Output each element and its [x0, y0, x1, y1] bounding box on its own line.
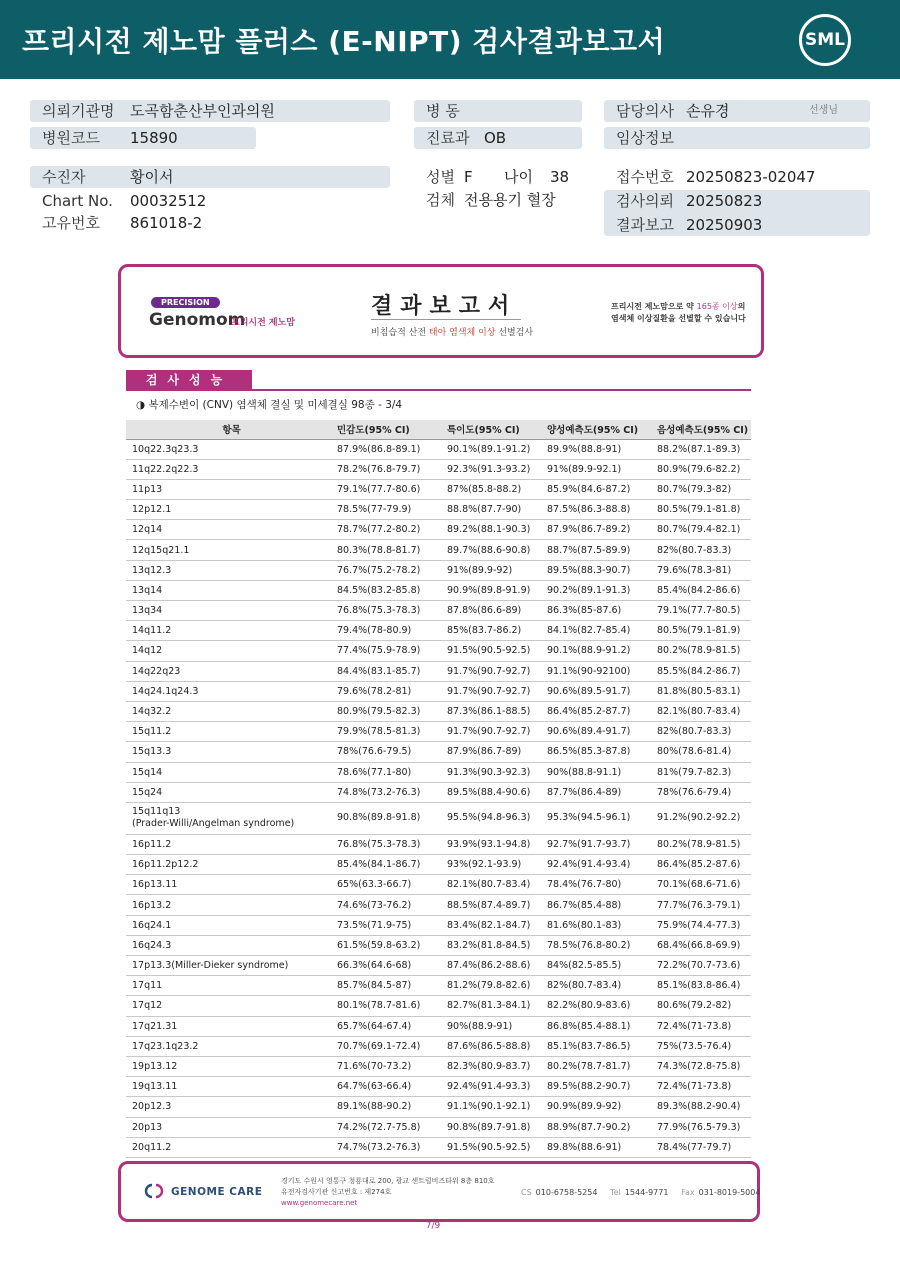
- row-value-cell: 90.2%(89.1-91.3): [541, 580, 651, 600]
- row-value-cell: 92.4%(91.4-93.3): [441, 1077, 541, 1097]
- row-value-cell: 82.2%(80.9-83.6): [541, 996, 651, 1016]
- row-value-cell: 79.1%(77.7-80.5): [651, 601, 751, 621]
- row-value-cell: 80.2%(78.9-81.5): [651, 834, 751, 854]
- row-value-cell: 78.5%(77-79.9): [331, 500, 441, 520]
- row-value-cell: 90%(88.8-91.1): [541, 762, 651, 782]
- row-value-cell: 70.1%(68.6-71.6): [651, 875, 751, 895]
- report-title-rule: [371, 319, 521, 320]
- dept-field: [414, 127, 582, 149]
- row-value-cell: 78%(76.6-79.5): [331, 742, 441, 762]
- row-item-cell: 12q15q21.1: [126, 540, 331, 560]
- row-item-cell: 15q13.3: [126, 742, 331, 762]
- row-value-cell: 75%(73.5-76.4): [651, 1036, 751, 1056]
- report-date-value: 20250903: [686, 216, 763, 234]
- table-row: [126, 1097, 751, 1117]
- row-value-cell: 90.1%(89.1-91.2): [441, 439, 541, 459]
- doctor-value: 손유경: [686, 102, 730, 120]
- row-item-cell: 19p13.12: [126, 1056, 331, 1076]
- row-item-cell: 17q21.31: [126, 1016, 331, 1036]
- report-date-label: 결과보고: [616, 216, 674, 234]
- row-value-cell: 87.5%(86.3-88.8): [541, 500, 651, 520]
- row-value-cell: 84.4%(83.1-85.7): [331, 661, 441, 681]
- dept-value: OB: [484, 129, 507, 147]
- row-item-cell: 16p11.2p12.2: [126, 855, 331, 875]
- row-value-cell: 93%(92.1-93.9): [441, 855, 541, 875]
- row-value-cell: 78.2%(76.8-79.7): [331, 459, 441, 479]
- row-item-cell: 15q24: [126, 782, 331, 802]
- row-item-cell: 20q11.2: [126, 1137, 331, 1157]
- row-item-cell: 10q22.3q23.3: [126, 439, 331, 459]
- row-value-cell: 74.2%(72.7-75.8): [331, 1117, 441, 1137]
- row-value-cell: 85.9%(84.6-87.2): [541, 479, 651, 499]
- row-item-cell: 14q11.2: [126, 621, 331, 641]
- row-value-cell: 83.2%(81.8-84.5): [441, 935, 541, 955]
- row-value-cell: 79.1%(77.7-80.6): [331, 479, 441, 499]
- precision-badge: PRECISION: [151, 297, 220, 308]
- hospital-code-field: [30, 127, 256, 149]
- requesting-org-field: [30, 100, 390, 122]
- row-item-cell: 12p12.1: [126, 500, 331, 520]
- row-value-cell: 82.1%(80.7-83.4): [441, 875, 541, 895]
- row-value-cell: 61.5%(59.8-63.2): [331, 935, 441, 955]
- row-value-cell: 92.3%(91.3-93.2): [441, 459, 541, 479]
- row-item-cell: 15q14: [126, 762, 331, 782]
- row-item-cell: 12q14: [126, 520, 331, 540]
- sml-logo-text: SML: [805, 30, 845, 50]
- row-value-cell: 81.2%(79.8-82.6): [441, 976, 541, 996]
- row-value-cell: 87%(85.8-88.2): [441, 479, 541, 499]
- table-row: [126, 976, 751, 996]
- row-item-cell: 16q24.3: [126, 935, 331, 955]
- row-value-cell: 85.7%(84.5-87): [331, 976, 441, 996]
- doctor-suffix: 선생님: [809, 105, 838, 116]
- row-value-cell: 68.4%(66.8-69.9): [651, 935, 751, 955]
- row-value-cell: 78.4%(76.7-80): [541, 875, 651, 895]
- receipt-no-label: 접수번호: [616, 168, 674, 186]
- row-item-cell: 13q34: [126, 601, 331, 621]
- receipt-no-field: [604, 166, 870, 188]
- row-value-cell: 72.4%(71-73.8): [651, 1077, 751, 1097]
- sml-logo: [799, 14, 851, 66]
- table-row: [126, 722, 751, 742]
- footer-address: 경기도 수원시 영통구 청룡대로 200, 광교 센트럴비즈타워 8층 810호 유전자검사기관 신고번호 : 제274호 www.genomecare.net: [281, 1177, 495, 1207]
- row-value-cell: 84.5%(83.2-85.8): [331, 580, 441, 600]
- page-number: 7/9: [425, 1221, 441, 1231]
- row-value-cell: 74.7%(73.2-76.3): [331, 1137, 441, 1157]
- row-value-cell: 79.4%(78-80.9): [331, 621, 441, 641]
- row-value-cell: 87.4%(86.2-88.6): [441, 956, 541, 976]
- title-banner: [0, 0, 900, 79]
- table-row: [126, 621, 751, 641]
- row-value-cell: 88.8%(87.7-90): [441, 500, 541, 520]
- genome-care-name: GENOME CARE: [171, 1186, 263, 1198]
- row-value-cell: 90.8%(89.7-91.8): [441, 1117, 541, 1137]
- table-row: [126, 459, 751, 479]
- row-value-cell: 87.6%(86.5-88.8): [441, 1036, 541, 1056]
- specimen-value: 전용용기 혈장: [464, 191, 556, 209]
- table-row: [126, 855, 751, 875]
- row-value-cell: 80.9%(79.6-82.2): [651, 459, 751, 479]
- table-body: [126, 439, 751, 1157]
- table-row: [126, 956, 751, 976]
- row-value-cell: 91.1%(90-92100): [541, 661, 651, 681]
- table-row: [126, 782, 751, 802]
- row-item-cell: 16q24.1: [126, 915, 331, 935]
- row-value-cell: 88.2%(87.1-89.3): [651, 439, 751, 459]
- table-header-cell: 민감도(95% CI): [331, 420, 441, 439]
- row-value-cell: 85%(83.7-86.2): [441, 621, 541, 641]
- row-value-cell: 80.6%(79.2-82): [651, 996, 751, 1016]
- row-value-cell: 80.3%(78.8-81.7): [331, 540, 441, 560]
- sex-value: F: [464, 168, 473, 186]
- row-value-cell: 89.5%(88.3-90.7): [541, 560, 651, 580]
- row-item-cell: 16p11.2: [126, 834, 331, 854]
- row-value-cell: 80.1%(78.7-81.6): [331, 996, 441, 1016]
- row-item-cell: 20p13: [126, 1117, 331, 1137]
- genome-care-logo-icon: [143, 1183, 165, 1199]
- row-value-cell: 87.9%(86.7-89.2): [541, 520, 651, 540]
- row-value-cell: 88.7%(87.5-89.9): [541, 540, 651, 560]
- table-row: [126, 875, 751, 895]
- row-value-cell: 78.4%(77-79.7): [651, 1137, 751, 1157]
- unique-no-label: 고유번호: [42, 214, 100, 232]
- ward-label: 병 동: [426, 102, 460, 120]
- chart-no-value: 00032512: [130, 192, 207, 210]
- row-value-cell: 79.6%(78.2-81): [331, 681, 441, 701]
- report-note: 프리시전 제노맘으로 약 165종 이상의 염색체 이상질환을 선별할 수 있습니다: [611, 302, 746, 323]
- doctor-field: [604, 100, 870, 122]
- row-value-cell: 65.7%(64-67.4): [331, 1016, 441, 1036]
- patient-field: [30, 166, 390, 188]
- table-row: [126, 762, 751, 782]
- row-item-cell: 11p13: [126, 479, 331, 499]
- specimen-field: [414, 189, 594, 211]
- row-value-cell: 86.8%(85.4-88.1): [541, 1016, 651, 1036]
- row-value-cell: 91.5%(90.5-92.5): [441, 641, 541, 661]
- row-value-cell: 91%(89.9-92.1): [541, 459, 651, 479]
- clinical-info-label: 임상정보: [616, 129, 674, 147]
- row-value-cell: 91.7%(90.7-92.7): [441, 722, 541, 742]
- table-row: [126, 1077, 751, 1097]
- row-value-cell: 85.1%(83.7-86.5): [541, 1036, 651, 1056]
- row-value-cell: 91.7%(90.7-92.7): [441, 681, 541, 701]
- row-value-cell: 86.4%(85.2-87.6): [651, 855, 751, 875]
- row-value-cell: 91.2%(90.2-92.2): [651, 802, 751, 834]
- row-item-cell: 19q13.11: [126, 1077, 331, 1097]
- row-value-cell: 89.9%(88.8-91): [541, 439, 651, 459]
- table-row: [126, 895, 751, 915]
- row-value-cell: 82%(80.7-83.4): [541, 976, 651, 996]
- report-subtitle: 비침습적 산전 태아 염색체 이상 선별검사: [371, 328, 534, 338]
- row-item-cell: 14q32.2: [126, 701, 331, 721]
- row-value-cell: 86.3%(85-87.6): [541, 601, 651, 621]
- row-value-cell: 82%(80.7-83.3): [651, 540, 751, 560]
- row-item-cell: 13q14: [126, 580, 331, 600]
- row-value-cell: 85.1%(83.8-86.4): [651, 976, 751, 996]
- ward-field: [414, 100, 582, 122]
- table-row: [126, 479, 751, 499]
- row-item-cell: 14q12: [126, 641, 331, 661]
- row-value-cell: 76.8%(75.3-78.3): [331, 834, 441, 854]
- row-value-cell: 84%(82.5-85.5): [541, 956, 651, 976]
- receipt-no-value: 20250823-02047: [686, 168, 816, 186]
- row-value-cell: 82.1%(80.7-83.4): [651, 701, 751, 721]
- row-value-cell: 72.4%(71-73.8): [651, 1016, 751, 1036]
- page-title: 프리시전 제노맘 플러스 (E-NIPT) 검사결과보고서: [22, 25, 666, 58]
- report-header-box: [118, 264, 764, 358]
- row-value-cell: 80.5%(79.1-81.8): [651, 500, 751, 520]
- row-value-cell: 76.8%(75.3-78.3): [331, 601, 441, 621]
- table-header-cell: 양성예측도(95% CI): [541, 420, 651, 439]
- table-row: [126, 661, 751, 681]
- row-value-cell: 82%(80.7-83.3): [651, 722, 751, 742]
- row-item-cell: 14q24.1q24.3: [126, 681, 331, 701]
- row-value-cell: 87.9%(86.8-89.1): [331, 439, 441, 459]
- genomom-brand: Genomom: [149, 310, 246, 330]
- table-row: [126, 1137, 751, 1157]
- row-value-cell: 77.9%(76.5-79.3): [651, 1117, 751, 1137]
- table-row: [126, 1016, 751, 1036]
- row-value-cell: 85.4%(84.2-86.6): [651, 580, 751, 600]
- row-value-cell: 86.4%(85.2-87.7): [541, 701, 651, 721]
- age-label: 나이: [504, 168, 533, 186]
- row-value-cell: 90%(88.9-91): [441, 1016, 541, 1036]
- table-row: [126, 1036, 751, 1056]
- row-value-cell: 90.6%(89.5-91.7): [541, 681, 651, 701]
- dept-label: 진료과: [426, 129, 470, 147]
- table-row: [126, 996, 751, 1016]
- row-item-cell: 13q12.3: [126, 560, 331, 580]
- row-value-cell: 90.9%(89.8-91.9): [441, 580, 541, 600]
- row-item-subtitle: (Prader-Willi/Angelman syndrome): [132, 818, 295, 830]
- row-value-cell: 65%(63.3-66.7): [331, 875, 441, 895]
- hospital-code-value: 15890: [130, 129, 178, 147]
- row-value-cell: 75.9%(74.4-77.3): [651, 915, 751, 935]
- table-row: [126, 802, 751, 834]
- section-subtitle: ◑ 복제수변이 (CNV) 염색체 결실 및 미세결실 98종 - 3/4: [136, 399, 403, 411]
- row-value-cell: 85.4%(84.1-86.7): [331, 855, 441, 875]
- patient-value: 황이서: [130, 168, 174, 186]
- table-row: [126, 1056, 751, 1076]
- sex-label: 성별: [426, 168, 455, 186]
- row-item-cell: 17q23.1q23.2: [126, 1036, 331, 1056]
- row-value-cell: 81.6%(80.1-83): [541, 915, 651, 935]
- table-row: [126, 681, 751, 701]
- row-value-cell: 88.9%(87.7-90.2): [541, 1117, 651, 1137]
- clinical-info-field: [604, 127, 870, 149]
- requesting-org-value: 도곡함춘산부인과의원: [130, 102, 275, 120]
- row-value-cell: 95.3%(94.5-96.1): [541, 802, 651, 834]
- row-value-cell: 71.6%(70-73.2): [331, 1056, 441, 1076]
- row-value-cell: 92.7%(91.7-93.7): [541, 834, 651, 854]
- report-title: 결과보고서: [371, 294, 518, 319]
- row-value-cell: 89.5%(88.2-90.7): [541, 1077, 651, 1097]
- row-value-cell: 82.3%(80.9-83.7): [441, 1056, 541, 1076]
- row-value-cell: 93.9%(93.1-94.8): [441, 834, 541, 854]
- row-value-cell: 77.4%(75.9-78.9): [331, 641, 441, 661]
- row-value-cell: 79.9%(78.5-81.3): [331, 722, 441, 742]
- row-value-cell: 87.7%(86.4-89): [541, 782, 651, 802]
- table-header-cell: 항목: [126, 420, 331, 439]
- table-header-cell: 음성예측도(95% CI): [651, 420, 751, 439]
- row-value-cell: 90.8%(89.8-91.8): [331, 802, 441, 834]
- patient-label: 수진자: [42, 168, 86, 186]
- table-row: [126, 1117, 751, 1137]
- row-item-cell: 11q22.2q22.3: [126, 459, 331, 479]
- hospital-code-label: 병원코드: [42, 129, 100, 147]
- row-item-cell: 15q11.2: [126, 722, 331, 742]
- row-value-cell: 83.4%(82.1-84.7): [441, 915, 541, 935]
- row-value-cell: 90.1%(88.9-91.2): [541, 641, 651, 661]
- row-value-cell: 91.3%(90.3-92.3): [441, 762, 541, 782]
- footer-website[interactable]: www.genomecare.net: [281, 1199, 358, 1207]
- row-value-cell: 81.8%(80.5-83.1): [651, 681, 751, 701]
- row-value-cell: 72.2%(70.7-73.6): [651, 956, 751, 976]
- row-value-cell: 74.6%(73-76.2): [331, 895, 441, 915]
- row-item-cell: 15q11q13 (Prader-Willi/Angelman syndrome): [126, 802, 331, 834]
- row-item-cell: 16p13.2: [126, 895, 331, 915]
- footer-box: [118, 1161, 760, 1222]
- row-value-cell: 74.3%(72.8-75.8): [651, 1056, 751, 1076]
- row-value-cell: 79.6%(78.3-81): [651, 560, 751, 580]
- row-item-cell: 17p13.3(Miller-Dieker syndrome): [126, 956, 331, 976]
- table-row: [126, 520, 751, 540]
- dates-field: [604, 190, 870, 236]
- genomom-brand-sub: 프리시전 제노맘: [231, 318, 295, 328]
- row-value-cell: 87.8%(86.6-89): [441, 601, 541, 621]
- footer-contact: CS 010-6758-5254 Tel 1544-9771 Fax 031-8019-5004: [521, 1188, 761, 1197]
- table-row: [126, 601, 751, 621]
- table-row: [126, 500, 751, 520]
- performance-table: [126, 420, 751, 1158]
- row-value-cell: 80%(78.6-81.4): [651, 742, 751, 762]
- row-item-cell: 14q22q23: [126, 661, 331, 681]
- row-value-cell: 80.7%(79.3-82): [651, 479, 751, 499]
- row-item-cell: 20p12.3: [126, 1097, 331, 1117]
- row-value-cell: 80.2%(78.9-81.5): [651, 641, 751, 661]
- requesting-org-label: 의뢰기관명: [42, 102, 115, 120]
- row-value-cell: 74.8%(73.2-76.3): [331, 782, 441, 802]
- table-row: [126, 935, 751, 955]
- row-value-cell: 91.7%(90.7-92.7): [441, 661, 541, 681]
- unique-no-field: [30, 212, 390, 234]
- specimen-label: 검체: [426, 191, 455, 209]
- row-value-cell: 91.5%(90.5-92.5): [441, 1137, 541, 1157]
- row-value-cell: 73.5%(71.9-75): [331, 915, 441, 935]
- doctor-label: 담당의사: [616, 102, 674, 120]
- row-value-cell: 80.9%(79.5-82.3): [331, 701, 441, 721]
- row-value-cell: 78.5%(76.8-80.2): [541, 935, 651, 955]
- table-header-cell: 특이도(95% CI): [441, 420, 541, 439]
- row-value-cell: 89.1%(88-90.2): [331, 1097, 441, 1117]
- row-value-cell: 84.1%(82.7-85.4): [541, 621, 651, 641]
- table-row: [126, 834, 751, 854]
- row-item-cell: 16p13.11: [126, 875, 331, 895]
- row-value-cell: 77.7%(76.3-79.1): [651, 895, 751, 915]
- section-divider: [126, 389, 751, 391]
- row-value-cell: 85.5%(84.2-86.7): [651, 661, 751, 681]
- row-value-cell: 91%(89.9-92): [441, 560, 541, 580]
- row-value-cell: 82.7%(81.3-84.1): [441, 996, 541, 1016]
- row-value-cell: 95.5%(94.8-96.3): [441, 802, 541, 834]
- row-value-cell: 81%(79.7-82.3): [651, 762, 751, 782]
- row-value-cell: 88.5%(87.4-89.7): [441, 895, 541, 915]
- request-date-value: 20250823: [686, 192, 763, 210]
- chart-no-label: Chart No.: [42, 192, 113, 210]
- row-value-cell: 86.7%(85.4-88): [541, 895, 651, 915]
- row-value-cell: 87.3%(86.1-88.5): [441, 701, 541, 721]
- request-date-label: 검사의뢰: [616, 192, 674, 210]
- table-header-row: [126, 420, 751, 439]
- row-value-cell: 90.6%(89.4-91.7): [541, 722, 651, 742]
- row-value-cell: 89.2%(88.1-90.3): [441, 520, 541, 540]
- table-row: [126, 915, 751, 935]
- row-value-cell: 78%(76.6-79.4): [651, 782, 751, 802]
- row-value-cell: 87.9%(86.7-89): [441, 742, 541, 762]
- row-value-cell: 78.7%(77.2-80.2): [331, 520, 441, 540]
- table-row: [126, 641, 751, 661]
- row-value-cell: 90.9%(89.9-92): [541, 1097, 651, 1117]
- row-value-cell: 76.7%(75.2-78.2): [331, 560, 441, 580]
- row-value-cell: 78.6%(77.1-80): [331, 762, 441, 782]
- row-value-cell: 66.3%(64.6-68): [331, 956, 441, 976]
- row-value-cell: 89.5%(88.4-90.6): [441, 782, 541, 802]
- row-value-cell: 64.7%(63-66.4): [331, 1077, 441, 1097]
- chart-no-field: [30, 190, 390, 212]
- sex-age-field: [414, 166, 594, 188]
- row-value-cell: 80.5%(79.1-81.9): [651, 621, 751, 641]
- age-value: 38: [550, 168, 570, 186]
- row-value-cell: 70.7%(69.1-72.4): [331, 1036, 441, 1056]
- table-row: [126, 742, 751, 762]
- table-row: [126, 580, 751, 600]
- row-value-cell: 80.2%(78.7-81.7): [541, 1056, 651, 1076]
- row-item-cell: 17q11: [126, 976, 331, 996]
- row-value-cell: 89.7%(88.6-90.8): [441, 540, 541, 560]
- section-tag: 검사성능: [126, 370, 252, 390]
- row-value-cell: 80.7%(79.4-82.1): [651, 520, 751, 540]
- row-value-cell: 89.3%(88.2-90.4): [651, 1097, 751, 1117]
- table-row: [126, 439, 751, 459]
- row-value-cell: 89.8%(88.6-91): [541, 1137, 651, 1157]
- row-value-cell: 91.1%(90.1-92.1): [441, 1097, 541, 1117]
- table-row: [126, 701, 751, 721]
- table-row: [126, 560, 751, 580]
- unique-no-value: 861018-2: [130, 214, 203, 232]
- row-item-cell: 17q12: [126, 996, 331, 1016]
- table-row: [126, 540, 751, 560]
- row-value-cell: 86.5%(85.3-87.8): [541, 742, 651, 762]
- row-value-cell: 92.4%(91.4-93.4): [541, 855, 651, 875]
